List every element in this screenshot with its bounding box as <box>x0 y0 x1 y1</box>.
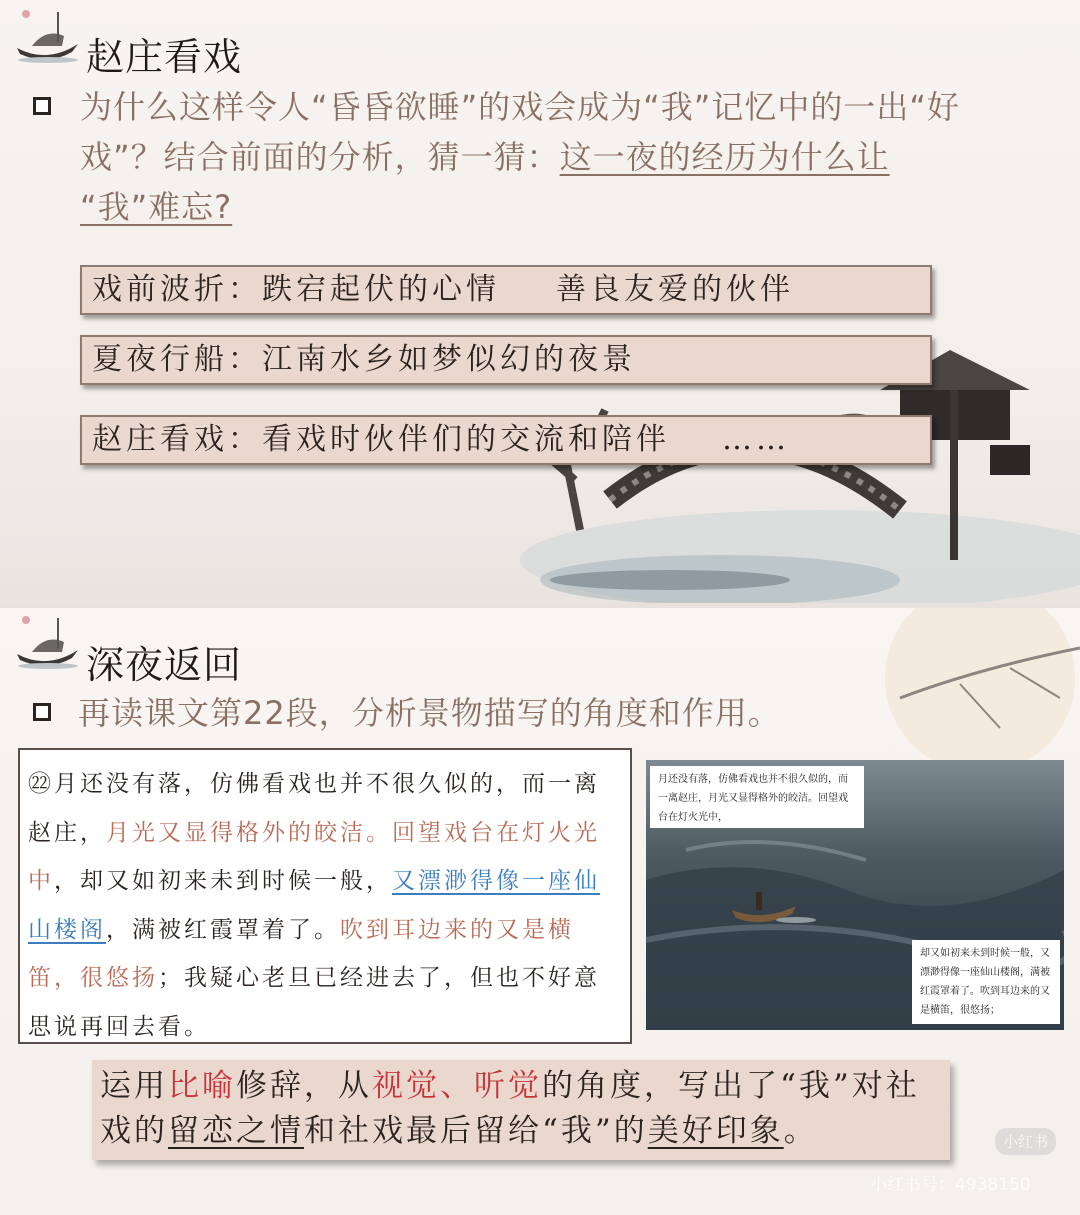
summary-keyword-metaphor: 比喻 <box>168 1068 236 1104</box>
card-text: 看戏时伙伴们的交流和陪伴 <box>262 422 670 457</box>
summary-text: 运用 <box>100 1068 168 1104</box>
illustration-caption-bottom: 却又如初来未到时候一般，又漂渺得像一座仙山楼阁，满被红霞罩着了。吹到耳边来的又是横笛，很悠扬； <box>912 940 1060 1024</box>
passage-text: 月还没有落，仿佛看戏也并不很久似的，而一离赵庄， <box>28 771 600 846</box>
card-before-show <box>80 265 932 315</box>
question-part2: “好戏”？结合前面的分析，猜一猜： <box>80 88 960 176</box>
bullet-square <box>33 703 51 721</box>
watermark-logo: 小红书 <box>995 1128 1056 1155</box>
ink-boat-icon <box>12 6 82 66</box>
slide-zhaozhuang <box>0 0 1080 603</box>
ink-boat-icon <box>12 612 82 672</box>
summary-box <box>92 1060 950 1160</box>
card-text: 江南水乡如梦似幻的夜景 <box>262 342 636 377</box>
passage-text: ；我疑心老旦已经进去了，但也不好意思说再回去看。 <box>28 965 600 1040</box>
card-label: 戏前波折： <box>92 272 262 307</box>
bullet-square <box>33 97 51 115</box>
night-boat-illustration <box>646 760 1064 1030</box>
summary-text: 的角度，写出了“我”对社戏的 <box>100 1068 920 1149</box>
paragraph-number: ㉒ <box>28 771 54 797</box>
summary-underlined-impression: 美好印象 <box>647 1113 784 1149</box>
illustration-caption-top: 月还没有落，仿佛看戏也并不很久似的，而一离赵庄，月光又显得格外的皎洁。回望戏台在灯火光中， <box>650 766 864 828</box>
passage-text: ，满被红霞罩着了。 <box>106 916 340 943</box>
summary-text: 。 <box>783 1113 818 1149</box>
question-underlined-a: 这一夜的经历为什么让 <box>559 138 890 176</box>
instruction-text: 再读课文第22段，分析景物描写的角度和作用。 <box>78 694 781 732</box>
heading-return-night: 深夜返回 <box>86 643 243 687</box>
card-ellipsis: …… <box>722 422 790 457</box>
card-label: 赵庄看戏： <box>92 422 262 457</box>
heading-zhaozhuang: 赵庄看戏 <box>86 35 243 79</box>
watermark-id: 小红书号：4938150 <box>870 1175 1031 1195</box>
question-underlined-b: “我”难忘? <box>80 188 233 226</box>
passage-paragraph-22 <box>18 748 632 1044</box>
summary-text: 修辞，从 <box>236 1068 372 1104</box>
summary-keyword-senses: 视觉、听觉 <box>372 1068 542 1104</box>
passage-highlight-auditory: 吹到耳边来的又是横笛，很悠扬 <box>28 916 574 991</box>
card-text: 跌宕起伏的心情 <box>262 272 500 307</box>
summary-text: 和社戏最后留给“我”的 <box>304 1113 648 1149</box>
passage-text: ，却又如初来未到时候一般， <box>54 868 392 894</box>
passage-highlight-metaphor: 又漂渺得像一座仙山楼阁 <box>28 868 600 943</box>
card-watching-show <box>80 415 932 465</box>
card-text-extra: 善良友爱的伙伴 <box>556 272 794 307</box>
question-text <box>80 82 1040 232</box>
card-label: 夏夜行船： <box>92 342 262 377</box>
card-night-boat <box>80 335 932 385</box>
question-part1: 为什么这样令人“昏昏欲睡”的戏会成为“我”记忆中的一出 <box>80 88 910 126</box>
summary-underlined-feeling: 留恋之情 <box>168 1113 304 1149</box>
passage-highlight-visual: 月光又显得格外的皎洁。回望戏台在灯火光中 <box>28 819 600 894</box>
slide-return-night <box>0 608 1080 1215</box>
